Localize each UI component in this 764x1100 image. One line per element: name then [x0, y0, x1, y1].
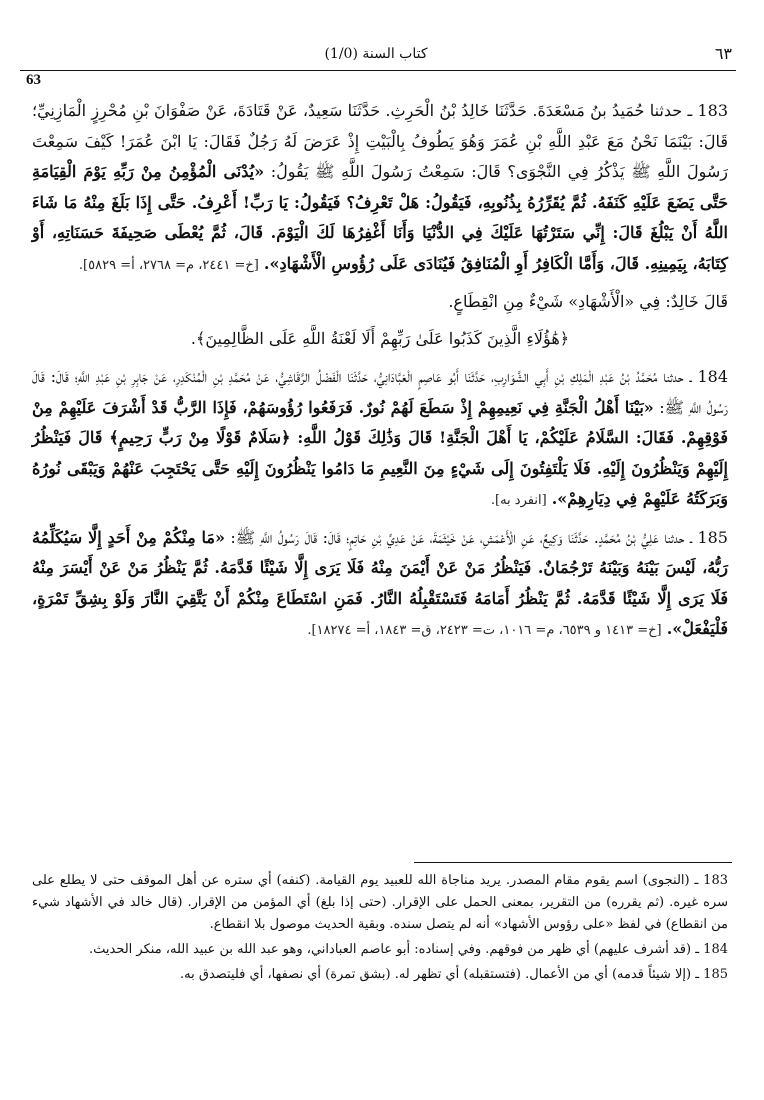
hadith-185-reference: [خ= ١٤١٣ و ٦٥٣٩، م= ١٠١٦، ت= ٢٤٢٣، ق= ١٨٤٣، أ= ١٨٢٧٤].	[307, 623, 662, 638]
hadith-184	[32, 362, 728, 517]
hadith-183-reference: [خ= ٢٤٤١، م= ٢٧٦٨، أ= ٥٨٢٩].	[78, 257, 259, 273]
footnote-185: 185 ـ (إلا شيئاً قدمه) أي من الأعمال. (فتستقبله) أي تظهر له. (بشق تمرة) أي نصفها، أي فليتصدق به.	[180, 967, 728, 982]
footnotes	[32, 870, 728, 989]
hadith-183-isnad: 183 ـ حدثنا حُمَيدُ بنُ مَسْعَدَةَ. حَدَّثَنَا خَالِدُ بْنُ الْحَرِثِ. حَدَّثَنَا سَعِيدٌ، عَنْ قَتَادَةَ، عَنْ صَفْوَانَ بْنِ مُحْرِزٍ الْمَازِنِيِّ؛ قَالَ: بَيْنَمَا نَحْنُ مَعَ عَبْدِ اللَّهِ بْنِ عُمَرَ وَهُوَ يَطُوفُ بِالْبَيْتِ إِذْ عَرَضَ لَهُ رَجُلٌ فَقَالَ: يَا ابْنَ عُمَرَ! كَيْفَ سَمِعْتَ رَسُولَ اللَّهِ ﷺ يَذْكُرُ فِي النَّجْوَى؟ قَالَ: سَمِعْتُ رَسُولَ اللَّهِ ﷺ يَقُولُ:	[32, 101, 728, 181]
hadith-185	[32, 523, 728, 647]
hadith-183	[32, 96, 728, 281]
hadith-184-matn: «بَيْنَا أَهْلُ الْجَنَّةِ فِي نَعِيمِهِمْ إِذْ سَطَعَ لَهُمْ نُورٌ. فَرَفَعُوا رُؤُوسَهُمْ، فَإِذَا الرَّبُّ قَدْ أَشْرَفَ عَلَيْهِمْ مِنْ فَوْقِهِمْ. فَقَالَ: السَّلَامُ عَلَيْكُمْ، يَا أَهْلَ الْجَنَّةِ! قَالَ وَذَٰلِكَ قَوْلُ اللَّهِ: ﴿سَلَامٌ قَوْلًا مِنْ رَبٍّ رَحِيمٍ﴾ قَالَ فَيَنْظُرُ إِلَيْهِمْ وَيَنْظُرُونَ إِلَيْهِ. فَلَا يَلْتَفِتُونَ إِلَى شَيْءٍ مِنَ النَّعِيمِ مَا دَامُوا يَنْظُرُونَ إِلَيْهِ حَتَّى يَحْتَجِبَ عَنْهُمْ وَيَبْقَى نُورُهُ وَبَرَكَتُهُ عَلَيْهِمْ فِي دِيَارِهِمْ».	[32, 397, 728, 508]
page-number-latin: 63	[26, 72, 41, 88]
footnote-divider	[414, 862, 732, 863]
book-title: (1/0) كتاب السنة	[324, 46, 428, 62]
hadith-184-isnad: 184 ـ حدثنا مُحَمَّدُ بْنُ عَبْدِ الْمَلِكِ بْنِ أَبِي الشَّوَارِبِ، حَدَّثَنَا أَبُو عَاصِمٍ الْعَبَّادَانِيُّ، حَدَّثَنَا الْفَضْلُ الرَّقَاشِيُّ، عَنْ مُحَمَّدِ بْنِ الْمُنْكَدِرِ، عَنْ جَابِرِ بْنِ عَبْدِ اللَّهِ؛ قَالَ: قَالَ رَسُولُ اللَّهِ ﷺ:	[32, 367, 729, 417]
khalid-comment: قَالَ خَالِدٌ: فِي «الْأَشْهَادِ» شَيْءٌ مِنِ انْقِطَاعٍ.	[448, 292, 728, 311]
hadith-184-reference: [انفرد به].	[490, 493, 547, 508]
page-header	[20, 44, 732, 88]
footnote-183: 183 ـ (النجوى) اسم يقوم مقام المصدر. يريد مناجاة الله للعبيد يوم القيامة. (كنفه) أي ستره عن أهل الموقف حتى لا يطلع على سره غيره. (ثم يقرره) من التقرير، بمعنى الحمل على الإقرار. (حتى إذا بلغ) أي المؤمن من الإقرار. (قال خالد في الأشهاد شيء من انقطاع) في لفظ «على رؤوس الأشهاد» أنه لم يتصل سنده. وبقية الحديث موصول بلا انقطاع.	[32, 873, 728, 932]
hadith-body	[32, 96, 728, 653]
hadith-185-isnad: 185 ـ حدثنا عَلِيُّ بْنُ مُحَمَّدٍ. حَدَّثَنَا وَكِيعٌ، عَنِ الْأَعْمَشِ، عَنْ خَيْثَمَةَ، عَنْ عَدِيِّ بْنِ حَاتِمٍ؛ قَالَ: قَالَ رَسُولُ اللَّهِ ﷺ:	[230, 527, 728, 547]
hadith-183-matn: «يُدْنَى الْمُؤْمِنُ مِنْ رَبِّهِ يَوْمَ الْقِيَامَةِ حَتَّى يَضَعَ عَلَيْهِ كَنَفَهُ. ثُمَّ يُقَرِّرُهُ بِذُنُوبِهِ، فَيَقُولُ: هَلْ تَعْرِفُ؟ فَيَقُولُ: يَا رَبِّ! أَعْرِفُ. حَتَّى إِذَا بَلَغَ مِنْهُ مَا شَاءَ اللَّهُ أَنْ يَبْلُغَ قَالَ: إِنِّي سَتَرْتُهَا عَلَيْكَ فِي الدُّنْيَا وَأَنَا أَغْفِرُهَا لَكَ الْيَوْمَ. قَالَ، ثُمَّ يُعْطَى صَحِيفَةَ حَسَنَاتِهِ، أَوْ كِتَابَهُ، بِيَمِينِهِ. قَالَ، وَأَمَّا الْكَافِرُ أَوِ الْمُنَافِقُ فَيُنَادَى عَلَى رُؤُوسِ الْأَشْهَادِ».	[32, 162, 728, 273]
header-divider	[20, 70, 736, 71]
quran-verse: ﴿هَٰؤُلَاءِ الَّذِينَ كَذَبُوا عَلَىٰ رَبِّهِمْ أَلَا لَعْنَةُ اللَّهِ عَلَى الظَّالِمِينَ﴾.	[190, 328, 570, 348]
page-number-arabic: ٦٣	[714, 44, 732, 63]
hadith-185-matn: «مَا مِنْكُمْ مِنْ أَحَدٍ إِلَّا سَيُكَلِّمُهُ رَبُّهُ، لَيْسَ بَيْنَهُ وَبَيْنَهُ تَرْجُمَانٌ. فَيَنْظُرُ مَنْ عَنْ أَيْمَنَ مِنْهُ فَلَا يَرَى إِلَّا شَيْئًا قَدَّمَهُ. ثُمَّ يَنْظُرُ مَنْ عَنْ أَيْسَرَ مِنْهُ فَلَا يَرَى إِلَّا شَيْئًا قَدَّمَهُ. ثُمَّ يَنْظُرُ أَمَامَهُ فَتَسْتَقْبِلُهُ النَّارُ. فَمَنِ اسْتَطَاعَ مِنْكُمْ أَنْ يَتَّقِيَ النَّارَ وَلَوْ بِشِقِّ تَمْرَةٍ، فَلْيَفْعَلْ».	[32, 527, 728, 638]
footnote-184: 184 ـ (قد أشرف عليهم) أي ظهر من فوقهم. وفي إسناده: أبو عاصم العباداني، وهو عبد الله بن عبيد الله، منكر الحديث.	[88, 942, 728, 957]
